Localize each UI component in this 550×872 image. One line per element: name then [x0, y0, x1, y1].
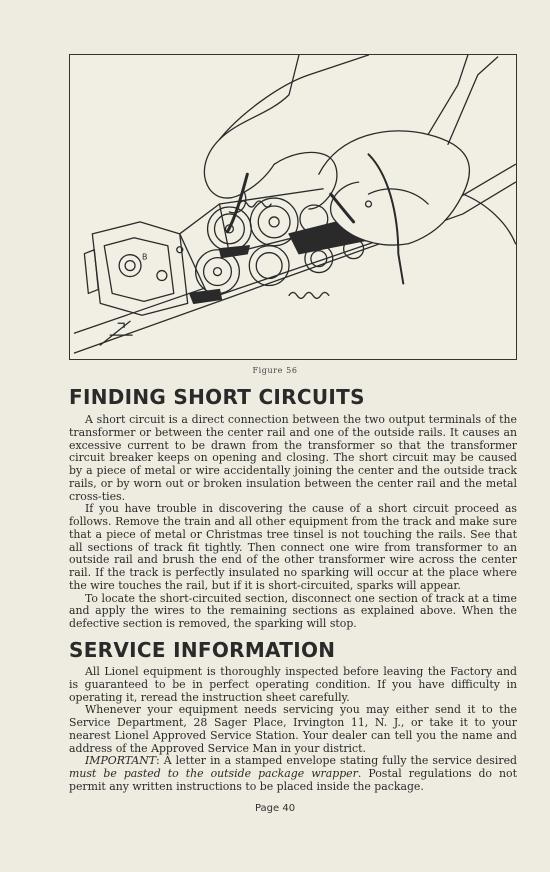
section-service-body	[69, 666, 517, 794]
important-text-a: : A letter in a stamped envelope stating fully the service desired	[156, 754, 517, 768]
paragraph: If you have trouble in discovering the cause of a short circuit proceed as follows. Remove the train and all other equipment from the track and make sure that a piece of metal or Christmas tree tinsel is not touching the rails. See that all sections of track fit tightly. Then connect one wire from transformer to an outside rail and brush the end of the other transformer wire across the center rail. If the track is perfectly insulated no sparking will occur at the place where the wire touches the rail, but if it is short-circuited, sparks will appear.	[69, 502, 517, 592]
locomotive-hands-drawing	[70, 55, 516, 359]
section-short-circuits-body	[69, 414, 517, 631]
paragraph: All Lionel equipment is thoroughly inspected before leaving the Factory and is guaranteed to be in perfect operating condition. If you have difficulty in operating it, reread the instruction sheet carefully.	[69, 665, 517, 704]
paragraph: To locate the short-circuited section, disconnect one section of track at a time and apply the wires to the remaining sections as explained above. When the defective section is removed, the sparking will stop.	[69, 591, 517, 630]
figure-illustration	[69, 54, 517, 360]
important-text-b: . Postal regulations do not permit any written instructions to be placed inside the package.	[69, 767, 517, 793]
illustration-label: B	[141, 252, 148, 262]
section-title-short-circuits: FINDING SHORT CIRCUITS	[69, 385, 365, 409]
paragraph: Whenever your equipment needs servicing you may either send it to the Service Department, 28 Sager Place, Irvington 11, N. J., or take it to your nearest Lionel Approved Service Station. Your dealer can tell you the name and address of the Approved Service Man in your district.	[69, 703, 517, 755]
section-title-service-information: SERVICE INFORMATION	[69, 638, 336, 662]
paragraph: A short circuit is a direct connection between the two output terminals of the transformer or between the center rail and one of the outside rails. It causes an excessive current to be drawn from the transformer so that the transformer circuit breaker keeps on opening and closing. The short circuit may be caused by a piece of metal or wire accidentally joining the center and the outside track rails, or by worn out or broken insulation between the center rail and the metal cross-ties.	[69, 413, 517, 503]
important-emphasis: must be pasted to the outside package wrapper	[69, 767, 358, 780]
paragraph-important	[69, 755, 517, 793]
figure-caption: Figure 56	[252, 366, 298, 375]
page-number: Page 40	[254, 803, 296, 814]
important-label: IMPORTANT	[85, 754, 157, 768]
